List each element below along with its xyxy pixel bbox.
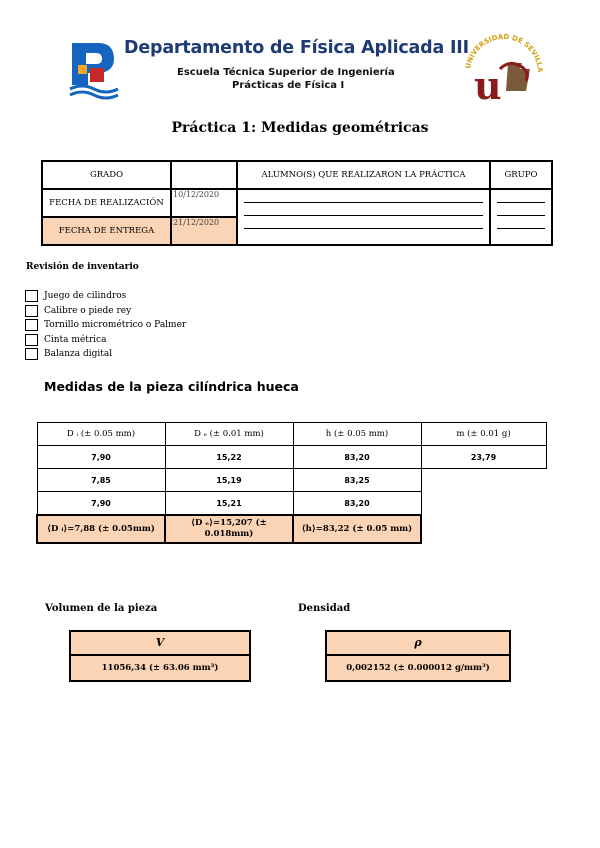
cell[interactable]: 83,20 bbox=[293, 446, 421, 469]
checkbox[interactable] bbox=[25, 319, 38, 331]
inventory-title: Revisión de inventario bbox=[26, 262, 139, 272]
fecha-entrega-value[interactable]: 21/12/2020 bbox=[171, 217, 237, 245]
volume-title: Volumen de la pieza bbox=[45, 603, 158, 614]
empty-cell bbox=[421, 469, 546, 492]
practice-title: Práctica 1: Medidas geométricas bbox=[171, 120, 429, 136]
fecha-realizacion-label: FECHA DE REALIZACIÓN bbox=[42, 189, 171, 217]
inventory-item[interactable]: Tornillo micrométrico o Palmer bbox=[25, 319, 38, 333]
cell[interactable]: 83,25 bbox=[293, 469, 421, 492]
density-title: Densidad bbox=[298, 603, 351, 614]
cell[interactable]: 15,19 bbox=[165, 469, 293, 492]
seal-text: UNIVERSIDAD DE SEVILLA bbox=[464, 33, 545, 73]
checkbox[interactable] bbox=[25, 348, 38, 360]
universidad-sevilla-seal bbox=[460, 33, 546, 105]
student-info-table bbox=[41, 160, 553, 246]
course-name: Prácticas de Física I bbox=[232, 80, 345, 91]
cell[interactable]: 15,22 bbox=[165, 446, 293, 469]
fecha-entrega-label: FECHA DE ENTREGA bbox=[42, 217, 171, 245]
measures-title: Medidas de la pieza cilíndrica hueca bbox=[44, 379, 299, 394]
density-symbol: ρ bbox=[327, 632, 509, 656]
volume-symbol: V bbox=[71, 632, 249, 656]
density-box bbox=[325, 630, 511, 682]
empty-cell bbox=[421, 515, 546, 543]
averages-row bbox=[37, 515, 546, 543]
volume-box bbox=[69, 630, 251, 682]
checkbox[interactable] bbox=[25, 334, 38, 346]
etsi-logo bbox=[68, 37, 120, 101]
grupo-field[interactable] bbox=[490, 189, 552, 245]
header-di: D ᵢ (± 0.05 mm) bbox=[37, 423, 165, 446]
header-h: h (± 0.05 mm) bbox=[293, 423, 421, 446]
inventory-item[interactable]: Balanza digital bbox=[25, 348, 38, 362]
grupo-label: GRUPO bbox=[490, 161, 552, 189]
avg-h: ⟨h⟩=83,22 (± 0.05 mm) bbox=[293, 515, 421, 543]
alumnos-field[interactable] bbox=[237, 189, 490, 245]
cell[interactable]: 23,79 bbox=[421, 446, 546, 469]
cell[interactable]: 15,21 bbox=[165, 492, 293, 516]
grado-field[interactable] bbox=[171, 161, 237, 189]
department-name: Departamento de Física Aplicada III bbox=[124, 38, 469, 58]
grado-label: GRADO bbox=[42, 161, 171, 189]
fecha-realizacion-value[interactable]: 10/12/2020 bbox=[171, 189, 237, 217]
table-row bbox=[37, 469, 546, 492]
table-row bbox=[37, 492, 546, 516]
checkbox[interactable] bbox=[25, 290, 38, 302]
school-name: Escuela Técnica Superior de Ingeniería bbox=[177, 67, 395, 78]
cell[interactable]: 7,90 bbox=[37, 492, 165, 516]
inventory-item[interactable]: Calibre o piede rey bbox=[25, 305, 38, 319]
header-de: D ₑ (± 0.01 mm) bbox=[165, 423, 293, 446]
svg-text:u: u bbox=[474, 63, 502, 105]
inventory-item[interactable]: Juego de cilindros bbox=[25, 290, 38, 304]
empty-cell bbox=[421, 492, 546, 516]
density-value[interactable]: 0,002152 (± 0.000012 g/mm³) bbox=[346, 663, 490, 673]
alumnos-label: ALUMNO(S) QUE REALIZARON LA PRÁCTICA bbox=[237, 161, 490, 189]
inventory-item[interactable]: Cinta métrica bbox=[25, 334, 38, 348]
cell[interactable]: 83,20 bbox=[293, 492, 421, 516]
avg-de: ⟨D ₑ⟩=15,207 (± 0.018mm) bbox=[165, 515, 293, 543]
volume-value[interactable]: 11056,34 (± 63.06 mm³) bbox=[101, 663, 219, 673]
checkbox[interactable] bbox=[25, 305, 38, 317]
header-m: m (± 0.01 g) bbox=[421, 423, 546, 446]
avg-di: ⟨D ᵢ⟩=7,88 (± 0.05mm) bbox=[37, 515, 165, 543]
table-row bbox=[37, 446, 546, 469]
measures-table bbox=[36, 422, 547, 544]
cell[interactable]: 7,90 bbox=[37, 446, 165, 469]
cell[interactable]: 7,85 bbox=[37, 469, 165, 492]
